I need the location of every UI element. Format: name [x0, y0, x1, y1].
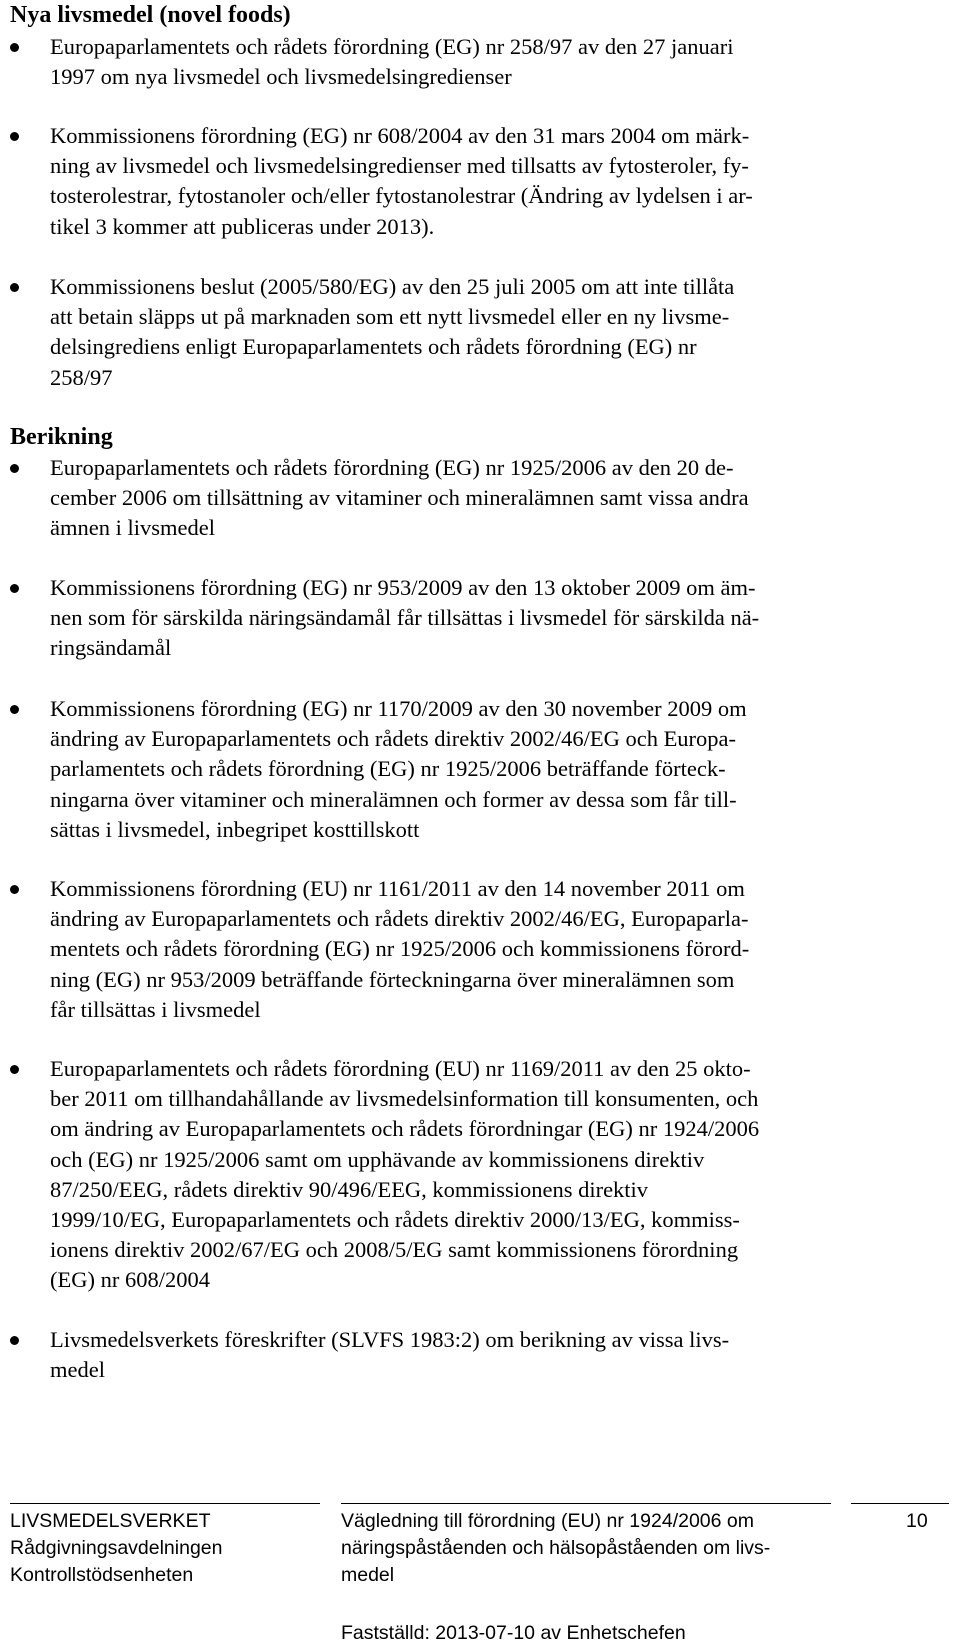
list-item: Kommissionens förordning (EG) nr 953/2009 av den 13 oktober 2009 om äm- nen som för särskilda näringsändamål får tillsättas i livsmedel för särskilda nä- ringsändamål — [50, 573, 920, 664]
section-heading: Nya livsmedel (novel foods) — [10, 2, 291, 28]
footer-divider — [851, 1503, 949, 1504]
bullet-icon — [10, 464, 19, 473]
bullet-icon — [10, 705, 19, 714]
bullet-icon — [10, 43, 19, 52]
bullet-icon — [10, 885, 19, 894]
footer-established: Fastställd: 2013-07-10 av Enhetschefen — [341, 1622, 686, 1644]
list-item: Livsmedelsverkets föreskrifter (SLVFS 1983:2) om berikning av vissa livs- medel — [50, 1325, 920, 1385]
list-item: Kommissionens förordning (EU) nr 1161/2011 av den 14 november 2011 om ändring av Europaparlamentets och rådets direktiv 2002/46/EG, Europaparla- mentets och rådets förordning (EG) nr 1925/2006 och kommissionens förord- ning (EG) nr 953/2009 beträffande förteckningarna över mineralämnen som får tillsättas i livsmedel — [50, 874, 920, 1025]
list-item: Europaparlamentets och rådets förordning (EU) nr 1169/2011 av den 25 okto- ber 2011 om tillhandahållande av livsmedelsinformation till konsumenten, och om ändring av Europaparlamentets och rådets förordningar (EG) nr 1924/2006 och (EG) nr 1925/2006 samt om upphävande av kommissionens direktiv 87/250/EEG, rådets direktiv 90/496/EEG, kommissionens direktiv 1999/10/EG, Europaparlamentets och rådets direktiv 2000/13/EG, kommiss- ionens direktiv 2002/67/EG och 2008/5/EG samt kommissionens förordning (EG) nr 608/2004 — [50, 1054, 920, 1296]
bullet-icon — [10, 1336, 19, 1345]
bullet-icon — [10, 1065, 19, 1074]
list-item: Europaparlamentets och rådets förordning (EG) nr 258/97 av den 27 januari 1997 om nya livsmedel och livsmedelsingredienser — [50, 32, 920, 92]
list-item: Kommissionens beslut (2005/580/EG) av den 25 juli 2005 om att inte tillåta att betain släpps ut på marknaden som ett nytt livsmedel eller en ny livsme- delsingrediens enligt Europaparlamentets och rådets förordning (EG) nr 258/97 — [50, 272, 920, 393]
list-item: Europaparlamentets och rådets förordning (EG) nr 1925/2006 av den 20 de- cember 2006 om tillsättning av vitaminer och mineralämnen samt vissa andra ämnen i livsmedel — [50, 453, 920, 544]
section-heading: Berikning — [10, 424, 113, 450]
bullet-icon — [10, 132, 19, 141]
bullet-icon — [10, 283, 19, 292]
list-item: Kommissionens förordning (EG) nr 608/2004 av den 31 mars 2004 om märk- ning av livsmedel och livsmedelsingredienser med tillsatts av fytosteroler, fy- tosterolestrar, fytostanoler och/eller fytostanolestrar (Ändring av lydelsen i ar- tikel 3 kommer att publiceras under 2013). — [50, 121, 920, 242]
footer-divider — [10, 1503, 320, 1504]
bullet-icon — [10, 584, 19, 593]
list-item: Kommissionens förordning (EG) nr 1170/2009 av den 30 november 2009 om ändring av Europaparlamentets och rådets direktiv 2002/46/EG och Europa- parlamentets och rådets förordning (EG) nr 1925/2006 beträffande förteck- ningarna över vitaminer och mineralämnen och former av dessa som får till- sättas i livsmedel, inbegripet kosttillskott — [50, 694, 920, 845]
footer-divider — [341, 1503, 831, 1504]
footer-organization: LIVSMEDELSVERKET Rådgivningsavdelningen Kontrollstödsenheten — [10, 1510, 223, 1586]
page-number: 10 — [906, 1510, 928, 1532]
footer-document-title: Vägledning till förordning (EU) nr 1924/2006 om näringspåståenden och hälsopåståenden om livs- medel — [341, 1510, 771, 1586]
